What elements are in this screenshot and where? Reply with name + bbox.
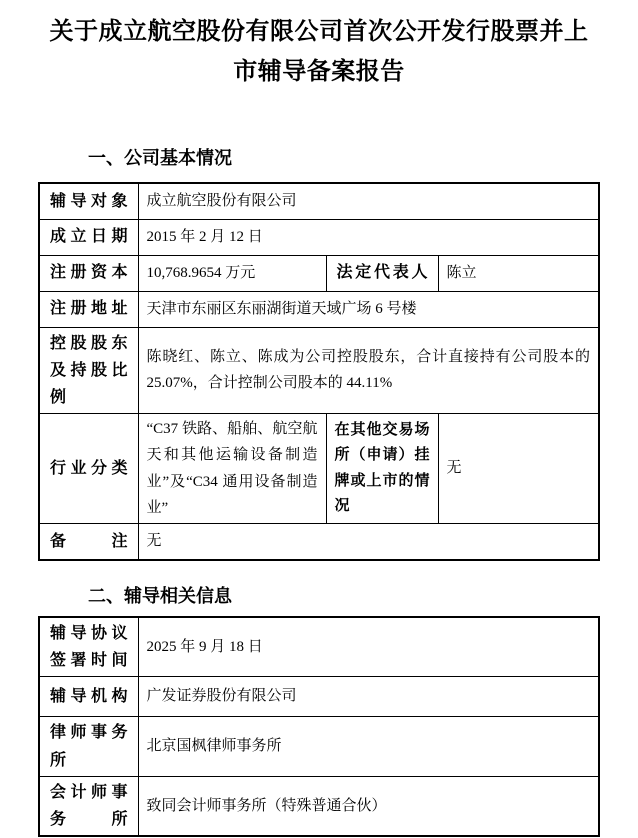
company-basic-info-table	[38, 182, 600, 561]
value-guidance-target: 成立航空股份有限公司	[138, 183, 599, 219]
label-industry-classification: 行业分类	[39, 414, 138, 524]
label-establishment-date: 成立日期	[39, 219, 138, 255]
table-row	[39, 255, 599, 291]
value-agreement-signing-date: 2025 年 9 月 18 日	[138, 617, 599, 677]
label-registered-address: 注册地址	[39, 291, 138, 327]
value-establishment-date: 2015 年 2 月 12 日	[138, 219, 599, 255]
label-registered-capital: 注册资本	[39, 255, 138, 291]
table-row	[39, 777, 599, 837]
table-row	[39, 183, 599, 219]
table-row	[39, 524, 599, 560]
label-remarks: 备注	[39, 524, 138, 560]
value-accounting-firm: 致同会计师事务所（特殊普通合伙）	[138, 777, 599, 837]
label-controlling-shareholders: 控股股东及持股比例	[39, 327, 138, 414]
label-guidance-institution: 辅导机构	[39, 677, 138, 717]
value-remarks: 无	[138, 524, 599, 560]
table-row	[39, 617, 599, 677]
value-guidance-institution: 广发证券股份有限公司	[138, 677, 599, 717]
table-row	[39, 291, 599, 327]
label-guidance-target: 辅导对象	[39, 183, 138, 219]
table-row	[39, 219, 599, 255]
label-law-firm: 律师事务所	[39, 717, 138, 777]
document-title: 关于成立航空股份有限公司首次公开发行股票并上市辅导备案报告	[49, 18, 589, 85]
value-registered-capital: 10,768.9654 万元	[138, 255, 326, 291]
value-controlling-shareholders: 陈晓红、陈立、陈成为公司控股股东，合计直接持有公司股本的 25.07%，合计控制公司股本的 44.11%	[138, 327, 599, 414]
label-accounting-firm: 会计师事务所	[39, 777, 138, 837]
label-legal-representative: 法定代表人	[326, 255, 438, 291]
table-row	[39, 677, 599, 717]
value-registered-address: 天津市东丽区东丽湖街道天域广场 6 号楼	[138, 291, 599, 327]
guidance-info-table	[38, 616, 600, 838]
value-legal-representative: 陈立	[438, 255, 599, 291]
label-other-market-listing: 在其他交易场所（申请）挂牌或上市的情况	[326, 414, 438, 524]
table-row	[39, 327, 599, 414]
section2-heading: 二、辅导相关信息	[88, 585, 232, 606]
value-other-market-listing: 无	[438, 414, 599, 524]
label-agreement-signing-date: 辅导协议签署时间	[39, 617, 138, 677]
table-row	[39, 717, 599, 777]
table-row	[39, 414, 599, 524]
value-industry-classification: “C37 铁路、船舶、航空航天和其他运输设备制造业”及“C34 通用设备制造业”	[138, 414, 326, 524]
section1-heading: 一、公司基本情况	[88, 148, 232, 168]
value-law-firm: 北京国枫律师事务所	[138, 717, 599, 777]
